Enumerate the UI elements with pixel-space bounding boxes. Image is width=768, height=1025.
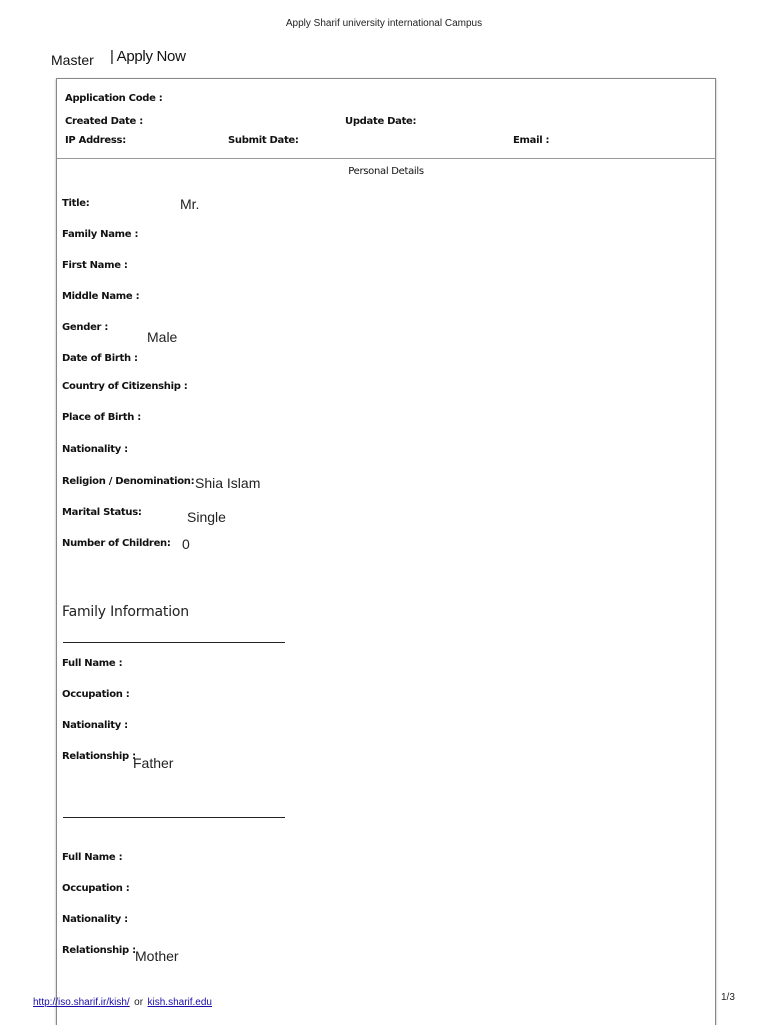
footer-links xyxy=(33,992,212,1010)
place-of-birth-label: Place of Birth : xyxy=(62,412,141,423)
application-form-sheet xyxy=(56,78,716,1025)
gender-value: Male xyxy=(147,329,178,345)
nationality-label: Nationality : xyxy=(62,444,128,455)
citizenship-label: Country of Citizenship : xyxy=(62,381,188,392)
title-value: Mr. xyxy=(180,196,200,212)
update-date-label: Update Date: xyxy=(345,116,417,127)
title-label: Title: xyxy=(62,198,90,209)
gender-label: Gender : xyxy=(62,322,109,333)
application-code-label: Application Code : xyxy=(65,93,163,104)
father-occupation-label: Occupation : xyxy=(62,689,130,700)
ip-address-label: IP Address: xyxy=(65,135,126,146)
family-member-divider xyxy=(63,817,285,818)
kish-sharif-link[interactable]: kish.sharif.edu xyxy=(147,997,212,1008)
family-heading-underline xyxy=(63,642,285,643)
number-of-children-label: Number of Children: xyxy=(62,538,171,549)
marital-status-value: Single xyxy=(187,509,226,525)
document-header-title: Apply Sharif university international Campus xyxy=(285,18,483,29)
iso-sharif-link[interactable]: http://iso.sharif.ir/kish/ xyxy=(33,997,130,1008)
apply-now-link[interactable]: | Apply Now xyxy=(110,48,186,65)
family-information-heading: Family Information xyxy=(62,604,189,620)
header-divider xyxy=(57,158,715,159)
religion-label: Religion / Denomination: xyxy=(62,476,195,487)
religion-value: Shia Islam xyxy=(195,475,261,491)
page-number: 1/3 xyxy=(721,992,735,1003)
mother-relationship-label: Relationship : xyxy=(62,945,136,956)
master-label: Master xyxy=(51,52,94,68)
father-relationship-value: Father xyxy=(133,755,174,771)
father-full-name-label: Full Name : xyxy=(62,658,123,669)
created-date-label: Created Date : xyxy=(65,116,143,127)
family-name-label: Family Name : xyxy=(62,229,139,240)
mother-nationality-label: Nationality : xyxy=(62,914,128,925)
marital-status-label: Marital Status: xyxy=(62,507,142,518)
first-name-label: First Name : xyxy=(62,260,128,271)
personal-details-heading: Personal Details xyxy=(348,166,424,177)
middle-name-label: Middle Name : xyxy=(62,291,140,302)
father-nationality-label: Nationality : xyxy=(62,720,128,731)
number-of-children-value: 0 xyxy=(182,536,190,552)
father-relationship-label: Relationship : xyxy=(62,751,136,762)
submit-date-label: Submit Date: xyxy=(228,135,299,146)
mother-occupation-label: Occupation : xyxy=(62,883,130,894)
date-of-birth-label: Date of Birth : xyxy=(62,353,138,364)
footer-or-text: or xyxy=(134,997,144,1008)
mother-relationship-value: Mother xyxy=(135,948,179,964)
email-label: Email : xyxy=(513,135,550,146)
mother-full-name-label: Full Name : xyxy=(62,852,123,863)
